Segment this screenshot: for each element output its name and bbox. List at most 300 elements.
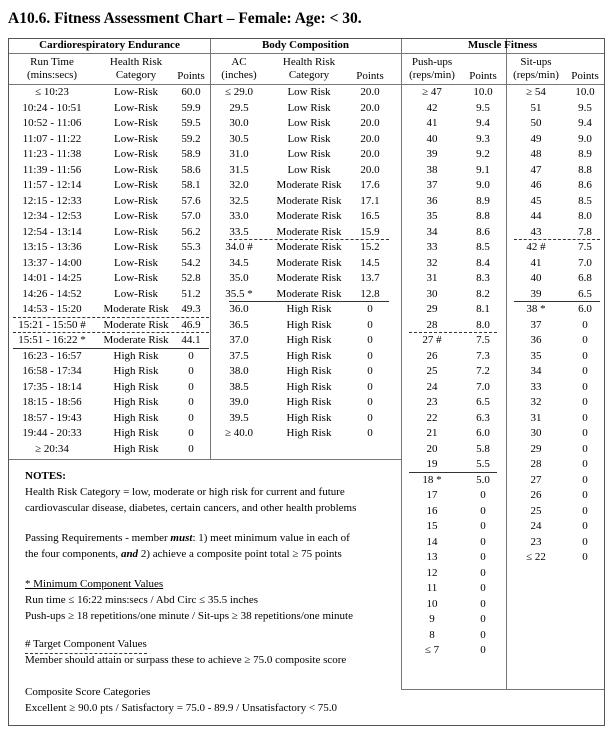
points-cell: 8.4 bbox=[476, 256, 490, 269]
points-cell: 0 bbox=[480, 489, 486, 501]
run-time-cell: 12:54 - 13:14 bbox=[22, 225, 82, 238]
pushups-cell: 27 # bbox=[422, 334, 442, 346]
situps-cell: 23 bbox=[530, 535, 542, 548]
points-cell: 56.2 bbox=[181, 225, 201, 238]
run-time-cell: 10:24 - 10:51 bbox=[22, 101, 82, 114]
points-cell: 9.5 bbox=[476, 101, 490, 114]
points-cell: 10.0 bbox=[473, 86, 493, 98]
points-cell: 0 bbox=[480, 644, 486, 656]
muscle-section-heading: Muscle Fitness bbox=[467, 39, 538, 51]
run-time-cell: 16:23 - 16:57 bbox=[22, 349, 82, 362]
health-risk-cell: Low Risk bbox=[287, 163, 331, 176]
pushups-cell: 15 bbox=[426, 520, 438, 532]
points-cell: 8.6 bbox=[476, 225, 490, 238]
pushups-cell: 10 bbox=[426, 597, 438, 610]
points-cell: 5.5 bbox=[476, 458, 490, 470]
points-cell: 8.8 bbox=[578, 163, 592, 176]
points-cell: 0 bbox=[582, 365, 588, 377]
run-time-cell: 11:39 - 11:56 bbox=[22, 163, 82, 176]
run-time-cell: 11:07 - 11:22 bbox=[22, 132, 82, 145]
run-time-cell: 11:23 - 11:38 bbox=[22, 148, 82, 160]
points-cell: 8.9 bbox=[476, 194, 490, 207]
target-threshold-line bbox=[13, 332, 209, 333]
points-cell: 9.1 bbox=[476, 163, 490, 176]
ac-cell: 29.5 bbox=[229, 101, 249, 114]
points-cell: 7.8 bbox=[578, 225, 592, 238]
points-cell: 0 bbox=[367, 349, 373, 362]
run-time-cell: 14:01 - 14:25 bbox=[22, 272, 82, 284]
situps-cell: ≥ 54 bbox=[526, 86, 546, 98]
situps-cell: 43 bbox=[530, 225, 542, 238]
col-header-points: Points bbox=[469, 70, 497, 82]
points-cell: 0 bbox=[367, 303, 373, 315]
points-cell: 14.5 bbox=[360, 256, 380, 269]
points-cell: 9.0 bbox=[578, 132, 592, 145]
health-risk-cell: High Risk bbox=[113, 411, 159, 424]
note-line: the four components, and 2) achieve a composite point total ≥ 75 points bbox=[25, 548, 342, 560]
situps-cell: 46 bbox=[530, 179, 542, 191]
pushups-cell: ≥ 47 bbox=[422, 86, 442, 98]
pushups-cell: 16 bbox=[426, 504, 438, 517]
points-cell: 0 bbox=[480, 551, 486, 563]
points-cell: 9.0 bbox=[476, 179, 490, 191]
pushups-cell: 23 bbox=[426, 396, 438, 408]
situps-cell: 37 bbox=[530, 318, 542, 331]
run-time-cell: 16:58 - 17:34 bbox=[22, 365, 82, 377]
run-time-cell: ≥ 20:34 bbox=[35, 442, 69, 455]
points-cell: 8.5 bbox=[476, 241, 490, 253]
health-risk-cell: Moderate Risk bbox=[276, 210, 342, 222]
col-header-health-risk: Health Risk Category bbox=[282, 56, 336, 81]
points-cell: 52.8 bbox=[181, 272, 201, 284]
situps-cell: 50 bbox=[530, 117, 542, 129]
pushups-cell: 21 bbox=[426, 427, 438, 439]
situps-cell: 31 bbox=[530, 411, 542, 424]
col-header-points: Points bbox=[571, 70, 599, 82]
points-cell: 0 bbox=[582, 318, 588, 331]
ac-cell: 30.5 bbox=[229, 132, 249, 145]
points-cell: 8.0 bbox=[476, 318, 490, 331]
pushups-cell: ≤ 7 bbox=[424, 644, 440, 656]
points-cell: 8.2 bbox=[476, 287, 490, 300]
pushups-cell: 8 bbox=[429, 628, 435, 641]
pushups-cell: 24 bbox=[426, 380, 438, 393]
pushups-cell: 30 bbox=[426, 287, 438, 300]
ac-cell: 35.0 bbox=[229, 272, 249, 284]
ac-cell: 31.0 bbox=[229, 148, 249, 160]
pushups-cell: 17 bbox=[426, 489, 438, 501]
points-cell: 57.0 bbox=[181, 210, 201, 222]
points-cell: 8.6 bbox=[578, 179, 592, 191]
health-risk-cell: Low-Risk bbox=[114, 210, 158, 222]
points-cell: 10.0 bbox=[575, 86, 595, 98]
points-cell: 0 bbox=[480, 504, 486, 517]
ac-cell: 35.5 * bbox=[225, 287, 253, 300]
pushups-cell: 33 bbox=[426, 241, 438, 253]
health-risk-cell: Low-Risk bbox=[114, 132, 158, 145]
points-cell: 0 bbox=[582, 520, 588, 532]
points-cell: 6.3 bbox=[476, 411, 490, 424]
health-risk-cell: High Risk bbox=[286, 318, 332, 331]
health-risk-cell: Low-Risk bbox=[114, 86, 158, 98]
run-time-cell: 14:53 - 15:20 bbox=[22, 303, 82, 315]
note-heading: # Target Component Values bbox=[25, 637, 147, 654]
points-cell: 9.3 bbox=[476, 132, 490, 145]
points-cell: 20.0 bbox=[360, 86, 380, 98]
health-risk-cell: Low Risk bbox=[287, 101, 331, 114]
minimum-threshold-line bbox=[514, 301, 600, 302]
health-risk-cell: Low-Risk bbox=[114, 256, 158, 269]
points-cell: 12.8 bbox=[360, 287, 380, 300]
situps-cell: 48 bbox=[530, 148, 542, 160]
points-cell: 0 bbox=[480, 566, 486, 579]
health-risk-cell: Moderate Risk bbox=[103, 334, 169, 346]
situps-cell: 34 bbox=[530, 365, 542, 377]
ac-cell: 39.5 bbox=[229, 411, 249, 424]
health-risk-cell: Low-Risk bbox=[114, 117, 158, 129]
health-risk-cell: Moderate Risk bbox=[103, 303, 169, 315]
points-cell: 8.5 bbox=[578, 194, 592, 207]
ac-cell: 36.5 bbox=[229, 318, 249, 331]
run-time-cell: 18:15 - 18:56 bbox=[22, 396, 82, 408]
points-cell: 58.9 bbox=[181, 148, 201, 160]
points-cell: 7.5 bbox=[476, 334, 490, 346]
health-risk-cell: Moderate Risk bbox=[276, 241, 342, 253]
col-header-health-risk: Health Risk Category bbox=[109, 56, 163, 81]
pushups-cell: 42 bbox=[426, 101, 438, 114]
situps-cell: 27 bbox=[530, 473, 542, 486]
run-time-cell: 12:34 - 12:53 bbox=[22, 210, 82, 222]
run-time-cell: 12:15 - 12:33 bbox=[22, 194, 82, 207]
ac-cell: 38.0 bbox=[229, 365, 249, 377]
note-heading: Composite Score Categories bbox=[25, 686, 151, 698]
situps-cell: 47 bbox=[530, 163, 542, 176]
points-cell: 13.7 bbox=[360, 272, 380, 284]
health-risk-cell: Moderate Risk bbox=[276, 256, 342, 269]
points-cell: 55.3 bbox=[181, 241, 201, 253]
situps-cell: 42 # bbox=[526, 241, 546, 253]
points-cell: 7.5 bbox=[578, 241, 592, 253]
ac-cell: 34.5 bbox=[229, 256, 249, 269]
minimum-threshold-line bbox=[229, 301, 389, 302]
health-risk-cell: Low-Risk bbox=[114, 272, 158, 284]
points-cell: 20.0 bbox=[360, 148, 380, 160]
ac-cell: 32.5 bbox=[229, 194, 249, 207]
note-line: Health Risk Category = low, moderate or high risk for current and future bbox=[25, 486, 345, 498]
points-cell: 0 bbox=[188, 380, 194, 393]
points-cell: 5.0 bbox=[476, 473, 490, 486]
points-cell: 49.3 bbox=[181, 303, 201, 315]
points-cell: 54.2 bbox=[181, 256, 201, 269]
points-cell: 0 bbox=[188, 411, 194, 424]
points-cell: 0 bbox=[188, 442, 194, 455]
pushups-cell: 13 bbox=[426, 551, 438, 563]
points-cell: 46.9 bbox=[181, 318, 201, 331]
points-cell: 8.0 bbox=[578, 210, 592, 222]
health-risk-cell: Moderate Risk bbox=[103, 318, 169, 331]
points-cell: 0 bbox=[367, 318, 373, 331]
points-cell: 44.1 bbox=[181, 334, 201, 346]
health-risk-cell: Moderate Risk bbox=[276, 272, 342, 284]
note-line: Member should attain or surpass these to achieve ≥ 75.0 composite score bbox=[25, 654, 347, 666]
ac-cell: 34.0 # bbox=[225, 241, 253, 253]
points-cell: 0 bbox=[582, 349, 588, 362]
ac-cell: ≤ 29.0 bbox=[224, 86, 254, 98]
points-cell: 0 bbox=[480, 597, 486, 610]
col-header-run-time: Run Time (mins:secs) bbox=[26, 56, 78, 81]
pushups-cell: 11 bbox=[426, 582, 438, 594]
points-cell: 0 bbox=[582, 411, 588, 424]
points-cell: 6.5 bbox=[476, 396, 490, 408]
ac-cell: 33.0 bbox=[229, 210, 249, 222]
run-time-cell: 10:52 - 11:06 bbox=[22, 117, 82, 129]
points-cell: 0 bbox=[582, 489, 588, 501]
pushups-cell: 32 bbox=[426, 256, 438, 269]
situps-cell: 44 bbox=[530, 210, 542, 222]
points-cell: 6.8 bbox=[578, 272, 592, 284]
col-header-points: Points bbox=[356, 70, 384, 82]
ac-cell: 30.0 bbox=[229, 117, 249, 129]
pushups-cell: 34 bbox=[426, 225, 438, 238]
ac-cell: 38.5 bbox=[229, 380, 249, 393]
points-cell: 0 bbox=[582, 396, 588, 408]
note-line: cardiovascular disease, diabetes, certain cancers, and other health problems bbox=[25, 502, 357, 514]
points-cell: 20.0 bbox=[360, 132, 380, 145]
points-cell: 59.9 bbox=[181, 101, 201, 114]
run-time-cell: 18:57 - 19:43 bbox=[22, 411, 82, 424]
points-cell: 0 bbox=[367, 380, 373, 393]
pushups-cell: 35 bbox=[426, 210, 438, 222]
points-cell: 58.1 bbox=[181, 179, 201, 191]
pushups-cell: 31 bbox=[426, 272, 438, 284]
pushups-cell: 41 bbox=[426, 117, 438, 129]
health-risk-cell: Low-Risk bbox=[114, 179, 158, 191]
points-cell: 0 bbox=[582, 380, 588, 393]
pushups-cell: 20 bbox=[426, 442, 438, 455]
points-cell: 0 bbox=[582, 535, 588, 548]
situps-cell: 30 bbox=[530, 427, 542, 439]
ac-cell: 37.5 bbox=[229, 349, 249, 362]
points-cell: 17.1 bbox=[360, 194, 380, 207]
situps-cell: 41 bbox=[530, 256, 542, 269]
health-risk-cell: High Risk bbox=[286, 303, 332, 315]
points-cell: 9.4 bbox=[578, 117, 592, 129]
run-time-cell: 19:44 - 20:33 bbox=[22, 427, 82, 439]
points-cell: 16.5 bbox=[360, 210, 380, 222]
col-header-situps: Sit-ups (reps/min) bbox=[513, 56, 559, 81]
pushups-cell: 12 bbox=[426, 566, 438, 579]
ac-cell: 33.5 bbox=[229, 225, 249, 238]
run-time-cell: 13:37 - 14:00 bbox=[22, 256, 82, 269]
pushups-cell: 39 bbox=[426, 148, 438, 160]
points-cell: 8.9 bbox=[578, 148, 592, 160]
points-cell: 0 bbox=[582, 458, 588, 470]
points-cell: 0 bbox=[367, 396, 373, 408]
pushups-cell: 19 bbox=[426, 458, 438, 470]
body-section-heading: Body Composition bbox=[261, 39, 350, 51]
points-cell: 0 bbox=[480, 613, 486, 625]
points-cell: 0 bbox=[582, 427, 588, 439]
situps-cell: 38 * bbox=[526, 303, 546, 315]
health-risk-cell: High Risk bbox=[286, 411, 332, 424]
points-cell: 0 bbox=[582, 473, 588, 486]
health-risk-cell: High Risk bbox=[286, 427, 332, 439]
note-line: Push-ups ≥ 18 repetitions/one minute / Sit-ups ≥ 38 repetitions/one minute bbox=[25, 610, 353, 622]
target-threshold-line bbox=[514, 239, 600, 240]
points-cell: 0 bbox=[582, 551, 588, 563]
situps-cell: 40 bbox=[530, 272, 542, 284]
points-cell: 7.3 bbox=[476, 349, 490, 362]
points-cell: 6.0 bbox=[476, 427, 490, 439]
pushups-cell: 9 bbox=[429, 613, 435, 625]
page-title: A10.6. Fitness Assessment Chart – Female: Age: < 30. bbox=[8, 10, 362, 27]
situps-cell: 26 bbox=[530, 489, 542, 501]
col-header-points: Points bbox=[177, 70, 205, 82]
health-risk-cell: Low-Risk bbox=[114, 148, 158, 160]
cardio-section-heading: Cardiorespiratory Endurance bbox=[39, 39, 180, 51]
health-risk-cell: Moderate Risk bbox=[276, 225, 342, 238]
points-cell: 5.8 bbox=[476, 442, 490, 455]
pushups-cell: 38 bbox=[426, 163, 438, 176]
points-cell: 0 bbox=[480, 535, 486, 548]
section-divider bbox=[9, 459, 401, 460]
health-risk-cell: Low-Risk bbox=[114, 194, 158, 207]
points-cell: 9.5 bbox=[578, 101, 592, 114]
ac-cell: 39.0 bbox=[229, 396, 249, 408]
points-cell: 0 bbox=[367, 427, 373, 439]
points-cell: 20.0 bbox=[360, 101, 380, 114]
situps-cell: 32 bbox=[530, 396, 542, 408]
health-risk-cell: Low-Risk bbox=[114, 225, 158, 238]
situps-cell: 35 bbox=[530, 349, 542, 362]
run-time-cell: 15:51 - 16:22 * bbox=[18, 334, 86, 346]
points-cell: 8.1 bbox=[476, 303, 490, 315]
points-cell: 9.2 bbox=[476, 148, 490, 160]
health-risk-cell: High Risk bbox=[113, 442, 159, 455]
points-cell: 20.0 bbox=[360, 163, 380, 176]
points-cell: 9.4 bbox=[476, 117, 490, 129]
ac-cell: 31.5 bbox=[229, 163, 249, 176]
run-time-cell: 13:15 - 13:36 bbox=[22, 241, 82, 253]
points-cell: 7.2 bbox=[476, 365, 490, 377]
points-cell: 0 bbox=[582, 442, 588, 455]
situps-cell: 28 bbox=[530, 458, 542, 470]
situps-cell: 49 bbox=[530, 132, 542, 145]
ac-cell: 36.0 bbox=[229, 303, 249, 315]
health-risk-cell: High Risk bbox=[286, 334, 332, 346]
situps-cell: 33 bbox=[530, 380, 542, 393]
section-divider bbox=[401, 689, 604, 690]
points-cell: 59.5 bbox=[181, 117, 201, 129]
notes-heading: NOTES: bbox=[25, 470, 66, 482]
pushups-cell: 25 bbox=[426, 365, 438, 377]
points-cell: 57.6 bbox=[181, 194, 201, 207]
col-header-ac: AC (inches) bbox=[221, 56, 257, 81]
health-risk-cell: High Risk bbox=[113, 396, 159, 408]
run-time-cell: ≤ 10:23 bbox=[35, 86, 69, 98]
ac-cell: ≥ 40.0 bbox=[224, 427, 254, 439]
situps-cell: 36 bbox=[530, 334, 542, 346]
points-cell: 6.5 bbox=[578, 287, 592, 300]
points-cell: 59.2 bbox=[181, 132, 201, 145]
note-line: Run time ≤ 16:22 mins:secs / Abd Circ ≤ 35.5 inches bbox=[25, 594, 258, 606]
health-risk-cell: Low-Risk bbox=[114, 101, 158, 114]
health-risk-cell: Low-Risk bbox=[114, 163, 158, 176]
run-time-cell: 17:35 - 18:14 bbox=[22, 380, 82, 393]
points-cell: 7.0 bbox=[476, 380, 490, 393]
pushups-cell: 28 bbox=[426, 318, 438, 331]
health-risk-cell: High Risk bbox=[113, 427, 159, 439]
points-cell: 8.3 bbox=[476, 272, 490, 284]
situps-cell: 24 bbox=[530, 520, 542, 532]
points-cell: 15.9 bbox=[360, 225, 380, 238]
col-header-pushups: Push-ups (reps/min) bbox=[409, 56, 455, 81]
points-cell: 6.0 bbox=[578, 303, 592, 315]
health-risk-cell: Low Risk bbox=[287, 86, 331, 98]
target-threshold-line bbox=[409, 332, 497, 333]
note-line: Passing Requirements - member must: 1) meet minimum value in each of bbox=[25, 532, 350, 544]
health-risk-cell: High Risk bbox=[286, 365, 332, 377]
points-cell: 0 bbox=[188, 349, 194, 362]
pushups-cell: 22 bbox=[426, 411, 438, 424]
assessment-table bbox=[8, 38, 605, 726]
points-cell: 51.2 bbox=[181, 287, 201, 300]
points-cell: 0 bbox=[188, 365, 194, 377]
health-risk-cell: Moderate Risk bbox=[276, 179, 342, 191]
situps-cell: 51 bbox=[530, 101, 542, 114]
run-time-cell: 11:57 - 12:14 bbox=[22, 179, 82, 191]
health-risk-cell: High Risk bbox=[113, 349, 159, 362]
points-cell: 0 bbox=[582, 504, 588, 517]
points-cell: 7.0 bbox=[578, 256, 592, 269]
points-cell: 20.0 bbox=[360, 117, 380, 129]
target-threshold-line bbox=[229, 239, 389, 240]
points-cell: 58.6 bbox=[181, 163, 201, 176]
target-threshold-line bbox=[13, 317, 209, 318]
pushups-cell: 37 bbox=[426, 179, 438, 191]
health-risk-cell: High Risk bbox=[286, 349, 332, 362]
situps-cell: ≤ 22 bbox=[526, 551, 546, 563]
run-time-cell: 15:21 - 15:50 # bbox=[18, 318, 86, 331]
points-cell: 0 bbox=[480, 520, 486, 532]
health-risk-cell: High Risk bbox=[113, 365, 159, 377]
points-cell: 0 bbox=[188, 427, 194, 439]
situps-cell: 29 bbox=[530, 442, 542, 455]
ac-cell: 37.0 bbox=[229, 334, 249, 346]
pushups-cell: 29 bbox=[426, 303, 438, 315]
points-cell: 60.0 bbox=[181, 86, 201, 98]
health-risk-cell: Low Risk bbox=[287, 132, 331, 145]
points-cell: 8.8 bbox=[476, 210, 490, 222]
minimum-threshold-line bbox=[13, 348, 209, 349]
situps-cell: 25 bbox=[530, 504, 542, 517]
points-cell: 0 bbox=[367, 334, 373, 346]
health-risk-cell: Low Risk bbox=[287, 148, 331, 160]
points-cell: 0 bbox=[367, 365, 373, 377]
points-cell: 0 bbox=[367, 411, 373, 424]
health-risk-cell: High Risk bbox=[286, 380, 332, 393]
pushups-cell: 14 bbox=[426, 535, 438, 548]
health-risk-cell: Low-Risk bbox=[114, 287, 158, 300]
points-cell: 0 bbox=[480, 628, 486, 641]
pushups-cell: 40 bbox=[426, 132, 438, 145]
situps-cell: 45 bbox=[530, 194, 542, 207]
minimum-threshold-line bbox=[409, 472, 497, 473]
header-divider bbox=[9, 53, 604, 54]
points-cell: 0 bbox=[480, 582, 486, 594]
pushups-cell: 18 * bbox=[422, 473, 442, 486]
ac-cell: 32.0 bbox=[229, 179, 249, 191]
